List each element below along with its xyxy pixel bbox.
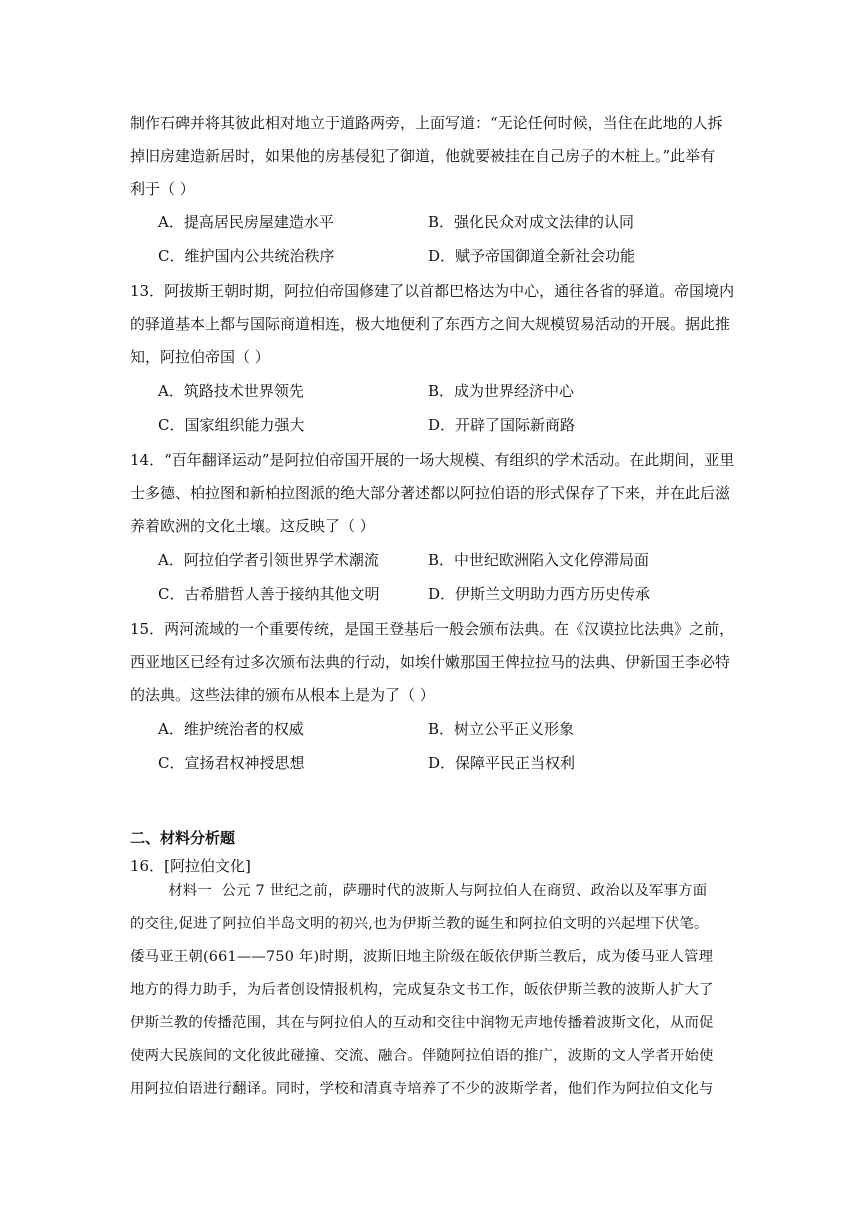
question-14-stem — [130, 444, 735, 543]
material-line-3: 倭马亚王朝(661——750 年)时期，波斯旧地主阶级在皈依伊斯兰教后，成为倭马亚人管理 — [130, 949, 714, 965]
question-13-option-d[interactable]: D．开辟了国际新商路 — [428, 416, 576, 434]
question-13-option-b[interactable]: B．成为世界经济中心 — [428, 382, 575, 400]
question-14-line-1: 14．“百年翻译运动”是阿拉伯帝国开展的一场大规模、有组织的学术活动。在此期间，亚里 — [130, 451, 735, 469]
question-14-options-row-2 — [158, 578, 758, 611]
question-15-line-2: 西亚地区已经有过多次颁布法典的行动，如埃什嫩那国王俾拉拉马的法典、伊新国王李必特 — [130, 653, 731, 671]
question-15-option-d[interactable]: D．保障平民正当权利 — [428, 754, 576, 772]
question-12-option-d[interactable]: D．赋予帝国御道全新社会功能 — [428, 247, 636, 265]
question-15-line-1: 15．两河流域的一个重要传统，是国王登基后一般会颁布法典。在《汉谟拉比法典》之前， — [130, 620, 735, 638]
question-14-line-2: 士多德、柏拉图和新柏拉图派的绝大部分著述都以阿拉伯语的形式保存了下来，并在此后滋 — [130, 484, 731, 502]
question-14-option-d[interactable]: D．伊斯兰文明助力西方历史传承 — [428, 585, 651, 603]
question-12-option-c[interactable]: C．维护国内公共统治秩序 — [158, 247, 335, 265]
question-12-line-3: 利于（ ） — [130, 180, 195, 198]
question-16-title: 16．[阿拉伯文化] — [130, 857, 251, 875]
question-15-options-row-1 — [158, 713, 758, 746]
question-13-line-2: 的驿道基本上都与国际商道相连，极大地便利了东西方之间大规模贸易活动的开展。据此推 — [130, 315, 731, 333]
section-heading: 二、材料分析题 — [130, 829, 236, 847]
question-13-option-a[interactable]: A．筑路技术世界领先 — [158, 382, 304, 400]
material-line-6: 使两大民族间的文化彼此碰撞、交流、融合。伴随阿拉伯语的推广，波斯的文人学者开始使 — [130, 1048, 714, 1064]
question-13-line-3: 知，阿拉伯帝国（ ） — [130, 348, 270, 366]
question-13-line-1: 13．阿拔斯王朝时期，阿拉伯帝国修建了以首都巴格达为中心，通往各省的驿道。帝国境内 — [130, 282, 735, 300]
question-12-options-row-2 — [158, 240, 758, 273]
question-14-options-row-1 — [158, 544, 758, 577]
question-14-option-c[interactable]: C．古希腊哲人善于接纳其他文明 — [158, 585, 380, 603]
question-13-option-c[interactable]: C．国家组织能力强大 — [158, 416, 305, 434]
question-15-option-a[interactable]: A．维护统治者的权威 — [158, 720, 304, 738]
question-14-line-3: 养着欧洲的文化土壤。这反映了（ ） — [130, 517, 375, 535]
material-line-1: 材料一 公元 7 世纪之前，萨珊时代的波斯人与阿拉伯人在商贸、政治以及军事方面 — [130, 883, 708, 899]
question-12-line-2: 掉旧房建造新居时，如果他的房基侵犯了御道，他就要被挂在自己房子的木桩上。”此举有 — [130, 147, 716, 165]
question-12-stem — [130, 107, 735, 206]
material-line-5: 伊斯兰教的传播范围，其在与阿拉伯人的互动和交往中润物无声地传播着波斯文化，从而促 — [130, 1015, 714, 1031]
question-13-options-row-1 — [158, 375, 758, 408]
question-12-option-b[interactable]: B．强化民众对成文法律的认同 — [428, 213, 635, 231]
question-15-option-b[interactable]: B．树立公平正义形象 — [428, 720, 575, 738]
question-15-option-c[interactable]: C．宣扬君权神授思想 — [158, 754, 305, 772]
question-15-stem — [130, 613, 735, 712]
question-12-options-row-1 — [158, 206, 758, 239]
question-15-line-3: 的法典。这些法律的颁布从根本上是为了（ ） — [130, 686, 435, 704]
question-13-stem — [130, 275, 735, 374]
material-line-2: 的交往,促进了阿拉伯半岛文明的初兴,也为伊斯兰教的诞生和阿拉伯文明的兴起埋下伏笔。 — [130, 916, 709, 932]
material-passage — [130, 875, 740, 1106]
question-13-options-row-2 — [158, 409, 758, 442]
question-12-option-a[interactable]: A．提高居民房屋建造水平 — [158, 213, 334, 231]
material-line-4: 地方的得力助手，为后者创设情报机构，完成复杂文书工作，皈依伊斯兰教的波斯人扩大了 — [130, 982, 714, 998]
question-14-option-b[interactable]: B．中世纪欧洲陷入文化停滞局面 — [428, 551, 650, 569]
question-14-option-a[interactable]: A．阿拉伯学者引领世界学术潮流 — [158, 551, 379, 569]
material-line-7: 用阿拉伯语进行翻译。同时，学校和清真寺培养了不少的波斯学者，他们作为阿拉伯文化与 — [130, 1081, 714, 1097]
question-15-options-row-2 — [158, 747, 758, 780]
question-12-line-1: 制作石碑并将其彼此相对地立于道路两旁，上面写道：“无论任何时候，当住在此地的人拆 — [130, 114, 723, 132]
